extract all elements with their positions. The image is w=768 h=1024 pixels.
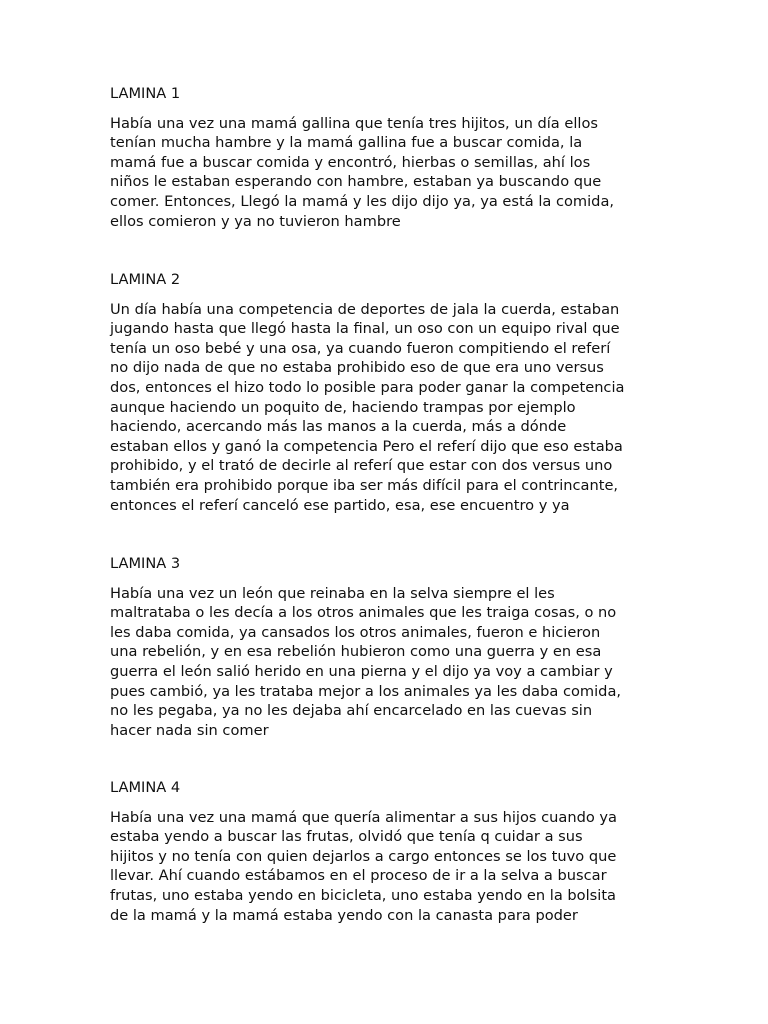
paragraph-line: estaba yendo a buscar las frutas, olvidó que tenía q cuidar a sus xyxy=(110,828,583,846)
paragraph-line: prohibido, y el trató de decirle al referí que estar con dos versus uno xyxy=(110,457,613,475)
paragraph-line: estaban ellos y ganó la competencia Pero el referí dijo que eso estaba xyxy=(110,437,623,455)
section-paragraph xyxy=(110,808,670,926)
paragraph-line: Había una vez una mamá que quería alimentar a sus hijos cuando ya xyxy=(110,808,617,826)
section-lamina-4 xyxy=(110,778,670,925)
paragraph-line: dos, entonces el hizo todo lo posible para poder ganar la competencia xyxy=(110,378,625,396)
paragraph-line: Había una vez un león que reinaba en la selva siempre el les xyxy=(110,584,555,602)
paragraph-line: aunque haciendo un poquito de, haciendo trampas por ejemplo xyxy=(110,398,576,416)
paragraph-line: frutas, uno estaba yendo en bicicleta, uno estaba yendo en la bolsita xyxy=(110,886,616,904)
paragraph-line: Un día había una competencia de deportes de jala la cuerda, estaban xyxy=(110,300,620,318)
paragraph-line: tenían mucha hambre y la mamá gallina fue a buscar comida, la xyxy=(110,134,583,152)
section-paragraph xyxy=(110,300,670,516)
section-heading: LAMINA 1 xyxy=(110,85,181,102)
section-lamina-2 xyxy=(110,270,670,515)
paragraph-line: tenía un oso bebé y una osa, ya cuando fueron compitiendo el referí xyxy=(110,339,611,357)
paragraph-line: niños le estaban esperando con hambre, estaban ya buscando que xyxy=(110,173,602,191)
paragraph-line: también era prohibido porque iba ser más difícil para el contrincante, xyxy=(110,476,619,494)
paragraph-line: haciendo, acercando más las manos a la cuerda, más a dónde xyxy=(110,418,567,436)
section-heading: LAMINA 3 xyxy=(110,555,181,572)
paragraph-line: pues cambió, ya les trataba mejor a los animales ya les daba comida, xyxy=(110,682,622,700)
section-heading: LAMINA 2 xyxy=(110,271,181,288)
paragraph-line: no dijo nada de que no estaba prohibido eso de que era uno versus xyxy=(110,359,604,377)
paragraph-line: maltrataba o les decía a los otros animales que les traiga cosas, o no xyxy=(110,604,617,622)
paragraph-line: de la mamá y la mamá estaba yendo con la canasta para poder xyxy=(110,906,578,924)
paragraph-line: entonces el referí canceló ese partido, esa, ese encuentro y ya xyxy=(110,496,570,514)
paragraph-line: llevar. Ahí cuando estábamos en el proceso de ir a la selva a buscar xyxy=(110,867,607,885)
section-heading: LAMINA 4 xyxy=(110,779,181,796)
section-lamina-3 xyxy=(110,554,670,740)
paragraph-line: guerra el león salió herido en una pierna y el dijo ya voy a cambiar y xyxy=(110,662,613,680)
paragraph-line: ellos comieron y ya no tuvieron hambre xyxy=(110,212,401,230)
section-paragraph xyxy=(110,114,670,232)
paragraph-line: Había una vez una mamá gallina que tenía tres hijitos, un día ellos xyxy=(110,114,598,132)
paragraph-line: hijitos y no tenía con quien dejarlos a cargo entonces se los tuvo que xyxy=(110,847,617,865)
paragraph-line: no les pegaba, ya no les dejaba ahí encarcelado en las cuevas sin xyxy=(110,702,593,720)
paragraph-line: comer. Entonces, Llegó la mamá y les dijo dijo ya, ya está la comida, xyxy=(110,192,615,210)
paragraph-line: jugando hasta que llegó hasta la final, un oso con un equipo rival que xyxy=(110,320,620,338)
paragraph-line: una rebelión, y en esa rebelión hubieron como una guerra y en esa xyxy=(110,643,602,661)
paragraph-line: les daba comida, ya cansados los otros animales, fueron e hicieron xyxy=(110,623,601,641)
section-paragraph xyxy=(110,584,670,741)
paragraph-line: hacer nada sin comer xyxy=(110,721,269,739)
paragraph-line: mamá fue a buscar comida y encontró, hierbas o semillas, ahí los xyxy=(110,153,591,171)
section-lamina-1 xyxy=(110,84,670,231)
